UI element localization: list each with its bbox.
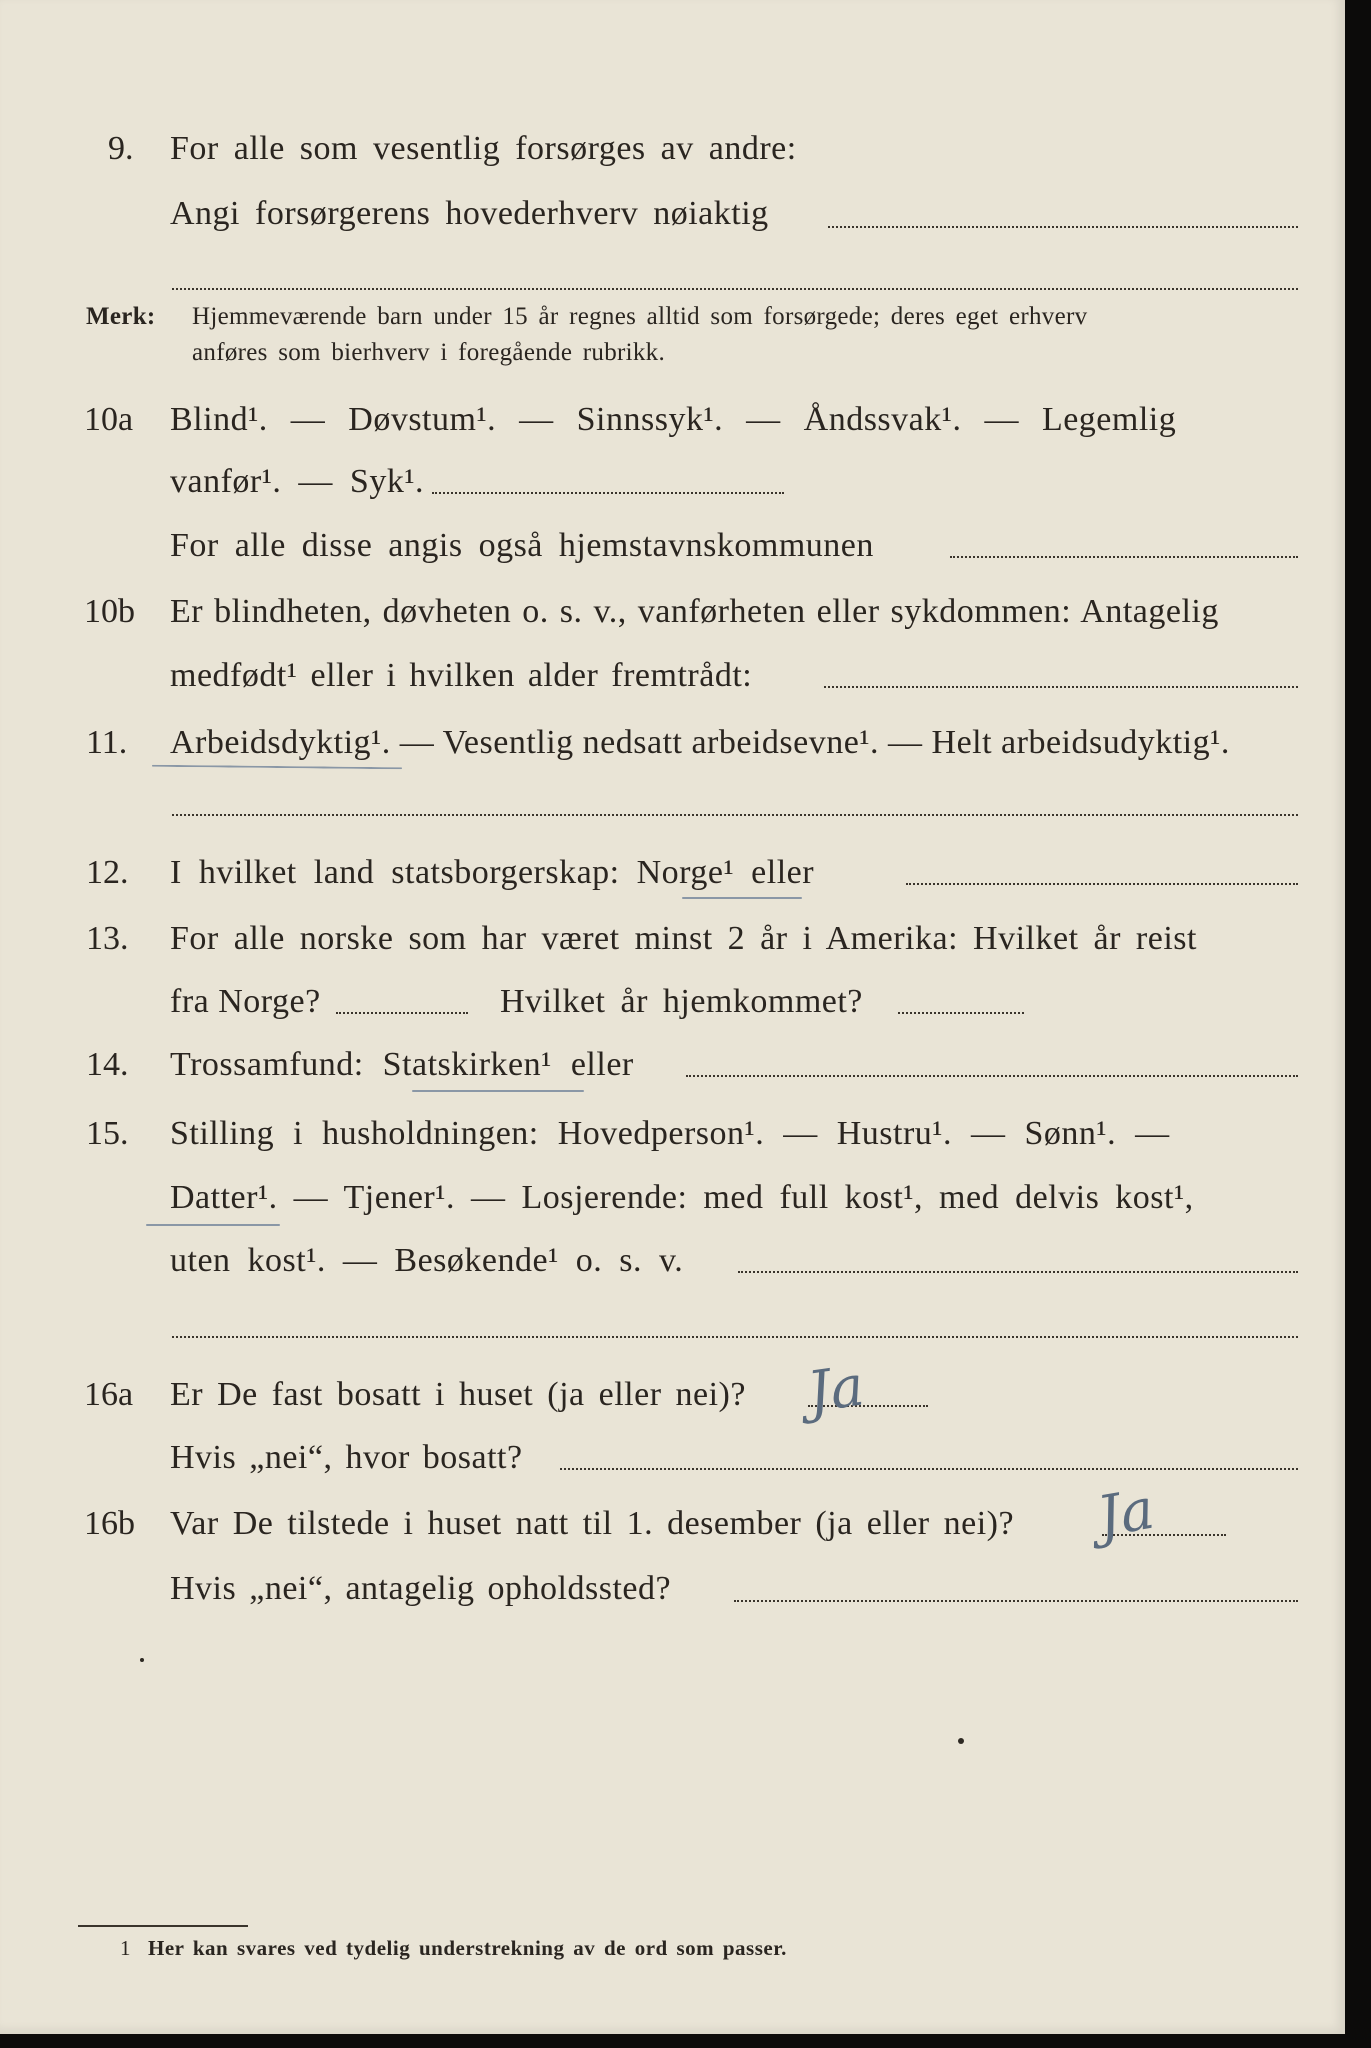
item-15-pencil-underline (146, 1224, 280, 1226)
item-10b-text: Er blindheten, døvheten o. s. v., vanførheten eller sykdommen: Antagelig (170, 593, 1219, 630)
item-16a-followup: Hvis „nei“, hvor bosatt? (170, 1439, 523, 1476)
item-10b-text-cont: medfødt¹ eller i hvilken alder fremtrådt: (170, 657, 753, 694)
item-11-options: Arbeidsdyktig¹. — Vesentlig nedsatt arbeidsevne¹. — Helt arbeidsudyktig¹. (170, 724, 1230, 761)
item-10a-municipality-line[interactable] (950, 556, 1298, 558)
item-12-text: I hvilket land statsborgerskap: Norge¹ eller (170, 854, 815, 891)
item-15-answer-line[interactable] (738, 1271, 1298, 1273)
item-14-pencil-underline (412, 1090, 584, 1092)
item-10a-home-municipality: For alle disse angis også hjemstavnskommunen (170, 527, 874, 564)
item-14-answer-line[interactable] (686, 1075, 1298, 1077)
item-15-text-cont: Datter¹. — Tjener¹. — Losjerende: med full kost¹, med delvis kost¹, (170, 1179, 1194, 1216)
item-13-year-left-line[interactable] (336, 1012, 468, 1014)
item-16b-handwritten-answer: Ja (1092, 1476, 1159, 1551)
item-number-16b: 16b (84, 1505, 135, 1542)
scan-border-right (1345, 0, 1371, 2048)
item-13-returned: Hvilket år hjemkommet? (500, 983, 863, 1020)
item-10a-conditions-cont: vanfør¹. — Syk¹. (170, 463, 425, 500)
item-10b-answer-line[interactable] (824, 686, 1298, 688)
item-11-pencil-underline (152, 765, 402, 770)
ink-speck (140, 1658, 144, 1662)
item-number-12: 12. (86, 854, 129, 891)
item-number-14: 14. (86, 1046, 129, 1083)
note-text-line1: Hjemmeværende barn under 15 år regnes alltid som forsørgede; deres eget erhverv (192, 303, 1088, 330)
item-16b-question: Var De tilstede i huset natt til 1. desember (ja eller nei)? (170, 1505, 1015, 1542)
item-12-answer-line[interactable] (906, 883, 1298, 885)
item-16a-residence-line[interactable] (560, 1468, 1298, 1470)
item-number-15: 15. (86, 1115, 129, 1152)
item-12-pencil-underline (682, 897, 802, 899)
item-number-13: 13. (86, 920, 129, 957)
item-number-10a: 10a (84, 401, 134, 438)
item-15-text-end: uten kost¹. — Besøkende¹ o. s. v. (170, 1242, 684, 1279)
item-9-answer-line[interactable] (828, 226, 1298, 228)
item-15-extra-answer-line[interactable] (172, 1336, 1298, 1338)
item-16b-followup: Hvis „nei“, antagelig opholdssted? (170, 1570, 672, 1607)
item-15-text: Stilling i husholdningen: Hovedperson¹. — Hustru¹. — Sønn¹. — (170, 1115, 1170, 1152)
item-13-year-returned-line[interactable] (898, 1012, 1024, 1014)
note-text-line2: anføres som bierhverv i foregående rubrikk. (192, 339, 666, 366)
ink-speck (958, 1738, 964, 1744)
footnote-mark: 1 (120, 1936, 131, 1960)
note-label: Merk: (86, 303, 156, 330)
scan-border-bottom (0, 2034, 1371, 2048)
item-9-extra-answer-line[interactable] (172, 288, 1298, 290)
item-11-answer-line[interactable] (172, 814, 1298, 816)
item-number-9: 9. (108, 130, 134, 167)
footnote-text: Her kan svares ved tydelig understrekning av de ord som passer. (148, 1936, 787, 1960)
item-9-text: For alle som vesentlig forsørges av andre: (170, 130, 797, 167)
item-13-text: For alle norske som har været minst 2 år i Amerika: Hvilket år reist (170, 920, 1197, 957)
item-16a-question: Er De fast bosatt i huset (ja eller nei)? (170, 1376, 746, 1413)
item-14-text: Trossamfund: Statskirken¹ eller (170, 1046, 634, 1083)
item-10a-conditions: Blind¹. — Døvstum¹. — Sinnssyk¹. — Åndssvak¹. — Legemlig (170, 401, 1177, 438)
item-13-left-norway: fra Norge? (170, 983, 321, 1020)
item-number-11: 11. (86, 724, 128, 761)
item-16b-location-line[interactable] (734, 1600, 1298, 1602)
footnote-rule (78, 1925, 248, 1927)
item-number-10b: 10b (84, 593, 135, 630)
item-10a-answer-line[interactable] (432, 492, 784, 494)
item-number-16a: 16a (84, 1376, 134, 1413)
item-9-prompt: Angi forsørgerens hovederhverv nøiaktig (170, 195, 769, 232)
item-16a-handwritten-answer: Ja (803, 1353, 869, 1426)
